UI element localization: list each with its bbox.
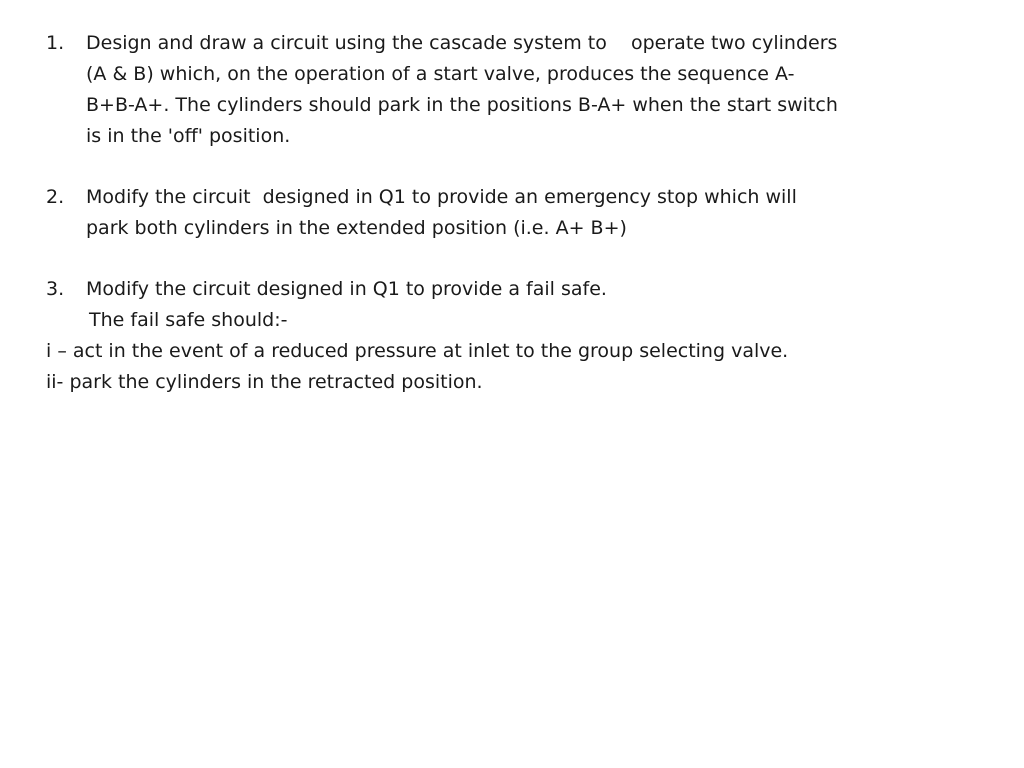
fail-safe-point: i – act in the event of a reduced pressure at inlet to the group selecting valve. (46, 340, 789, 362)
fail-safe-subheading: The fail safe should:- (89, 309, 288, 331)
question-text (86, 274, 946, 305)
question-3 (46, 274, 946, 305)
question-line: Design and draw a circuit using the cascade system to operate two cylinders (86, 32, 838, 54)
question-2 (46, 182, 946, 244)
spacer (46, 244, 946, 274)
question-line: (A & B) which, on the operation of a start valve, produces the sequence A- (86, 63, 795, 85)
fail-safe-point: ii- park the cylinders in the retracted position. (46, 371, 483, 393)
question-number: 3. (46, 278, 65, 300)
question-line: Modify the circuit designed in Q1 to provide an emergency stop which will (86, 186, 797, 208)
question-number: 1. (46, 32, 65, 54)
question-text (86, 28, 946, 152)
question-line: Modify the circuit designed in Q1 to provide a fail safe. (86, 278, 607, 300)
question-text (86, 182, 946, 244)
question-line: park both cylinders in the extended position (i.e. A+ B+) (86, 217, 627, 239)
question-number: 2. (46, 186, 65, 208)
question-list (46, 28, 946, 398)
spacer (46, 152, 946, 182)
question-line: is in the 'off' position. (86, 125, 291, 147)
question-1 (46, 28, 946, 152)
question-line: B+B-A+. The cylinders should park in the positions B-A+ when the start switch (86, 94, 838, 116)
